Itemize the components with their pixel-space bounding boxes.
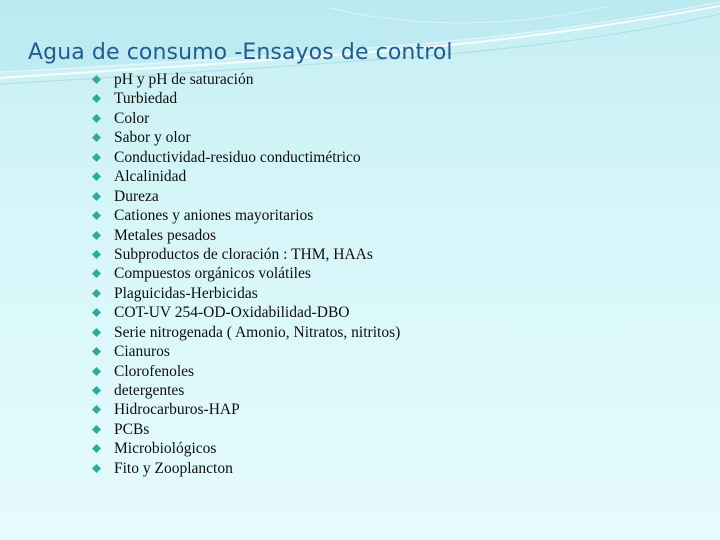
- bullet-text: Fito y Zooplancton: [114, 459, 233, 477]
- bullet-item: [92, 439, 400, 458]
- diamond-bullet-icon: [92, 133, 101, 142]
- bullet-item: [92, 381, 400, 400]
- bullet-text: Cationes y aniones mayoritarios: [114, 207, 314, 225]
- bullet-text: Hidrocarburos-HAP: [114, 401, 240, 419]
- bullet-text: Serie nitrogenada ( Amonio, Nitratos, nitritos): [114, 323, 401, 341]
- diamond-bullet-icon: [92, 75, 101, 84]
- diamond-bullet-icon: [92, 192, 101, 201]
- diamond-bullet-icon: [92, 347, 101, 356]
- diamond-bullet-icon: [92, 386, 101, 395]
- diamond-bullet-icon: [92, 444, 101, 453]
- bullet-text: Microbiológicos: [114, 440, 217, 458]
- bullet-text: Metales pesados: [114, 226, 217, 244]
- diamond-bullet-icon: [92, 211, 101, 220]
- diamond-bullet-icon: [92, 425, 101, 434]
- bullet-item: [92, 400, 400, 419]
- diamond-bullet-icon: [92, 231, 101, 240]
- slide-title: Agua de consumo -Ensayos de control: [28, 40, 453, 65]
- diamond-bullet-icon: [92, 269, 101, 278]
- bullet-item: [92, 362, 400, 381]
- bullet-item: [92, 70, 400, 89]
- bullet-item: [92, 226, 400, 245]
- bullet-text: detergentes: [114, 382, 185, 399]
- bullet-text: Conductividad-residuo conductimétrico: [114, 148, 361, 166]
- bullet-item: [92, 187, 400, 206]
- diamond-bullet-icon: [92, 289, 101, 298]
- bullet-text: pH y pH de saturación: [114, 71, 254, 88]
- bullet-list: [92, 70, 400, 478]
- bullet-text: PCBs: [114, 420, 150, 438]
- bullet-item: [92, 206, 400, 225]
- bullet-text: Alcalinidad: [114, 168, 187, 186]
- diamond-bullet-icon: [92, 405, 101, 414]
- bullet-text: Cianuros: [114, 343, 170, 361]
- bullet-item: [92, 342, 400, 361]
- bullet-item: [92, 420, 400, 439]
- diamond-bullet-icon: [92, 153, 101, 162]
- bullet-text: Color: [114, 109, 150, 127]
- bullet-text: Subproductos de cloración : THM, HAAs: [114, 245, 373, 263]
- bullet-text: Clorofenoles: [114, 362, 195, 380]
- bullet-text: Sabor y olor: [114, 129, 191, 147]
- diamond-bullet-icon: [92, 367, 101, 376]
- bullet-item: [92, 167, 400, 186]
- bullet-text: Turbiedad: [114, 90, 178, 108]
- bullet-text: COT-UV 254-OD-Oxidabilidad-DBO: [114, 304, 350, 322]
- diamond-bullet-icon: [92, 464, 101, 473]
- bullet-item: [92, 89, 400, 108]
- diamond-bullet-icon: [92, 114, 101, 123]
- diamond-bullet-icon: [92, 328, 101, 337]
- bullet-item: [92, 323, 400, 342]
- bullet-item: [92, 264, 400, 283]
- diamond-bullet-icon: [92, 94, 101, 103]
- diamond-bullet-icon: [92, 308, 101, 317]
- bullet-item: [92, 109, 400, 128]
- bullet-item: [92, 303, 400, 322]
- bullet-text: Compuestos orgánicos volátiles: [114, 265, 311, 283]
- bullet-item: [92, 459, 400, 478]
- bullet-item: [92, 284, 400, 303]
- diamond-bullet-icon: [92, 172, 101, 181]
- diamond-bullet-icon: [92, 250, 101, 259]
- bullet-item: [92, 128, 400, 147]
- bullet-item: [92, 148, 400, 167]
- bullet-text: Plaguicidas-Herbicidas: [114, 284, 258, 302]
- bullet-item: [92, 245, 400, 264]
- bullet-text: Dureza: [114, 187, 159, 205]
